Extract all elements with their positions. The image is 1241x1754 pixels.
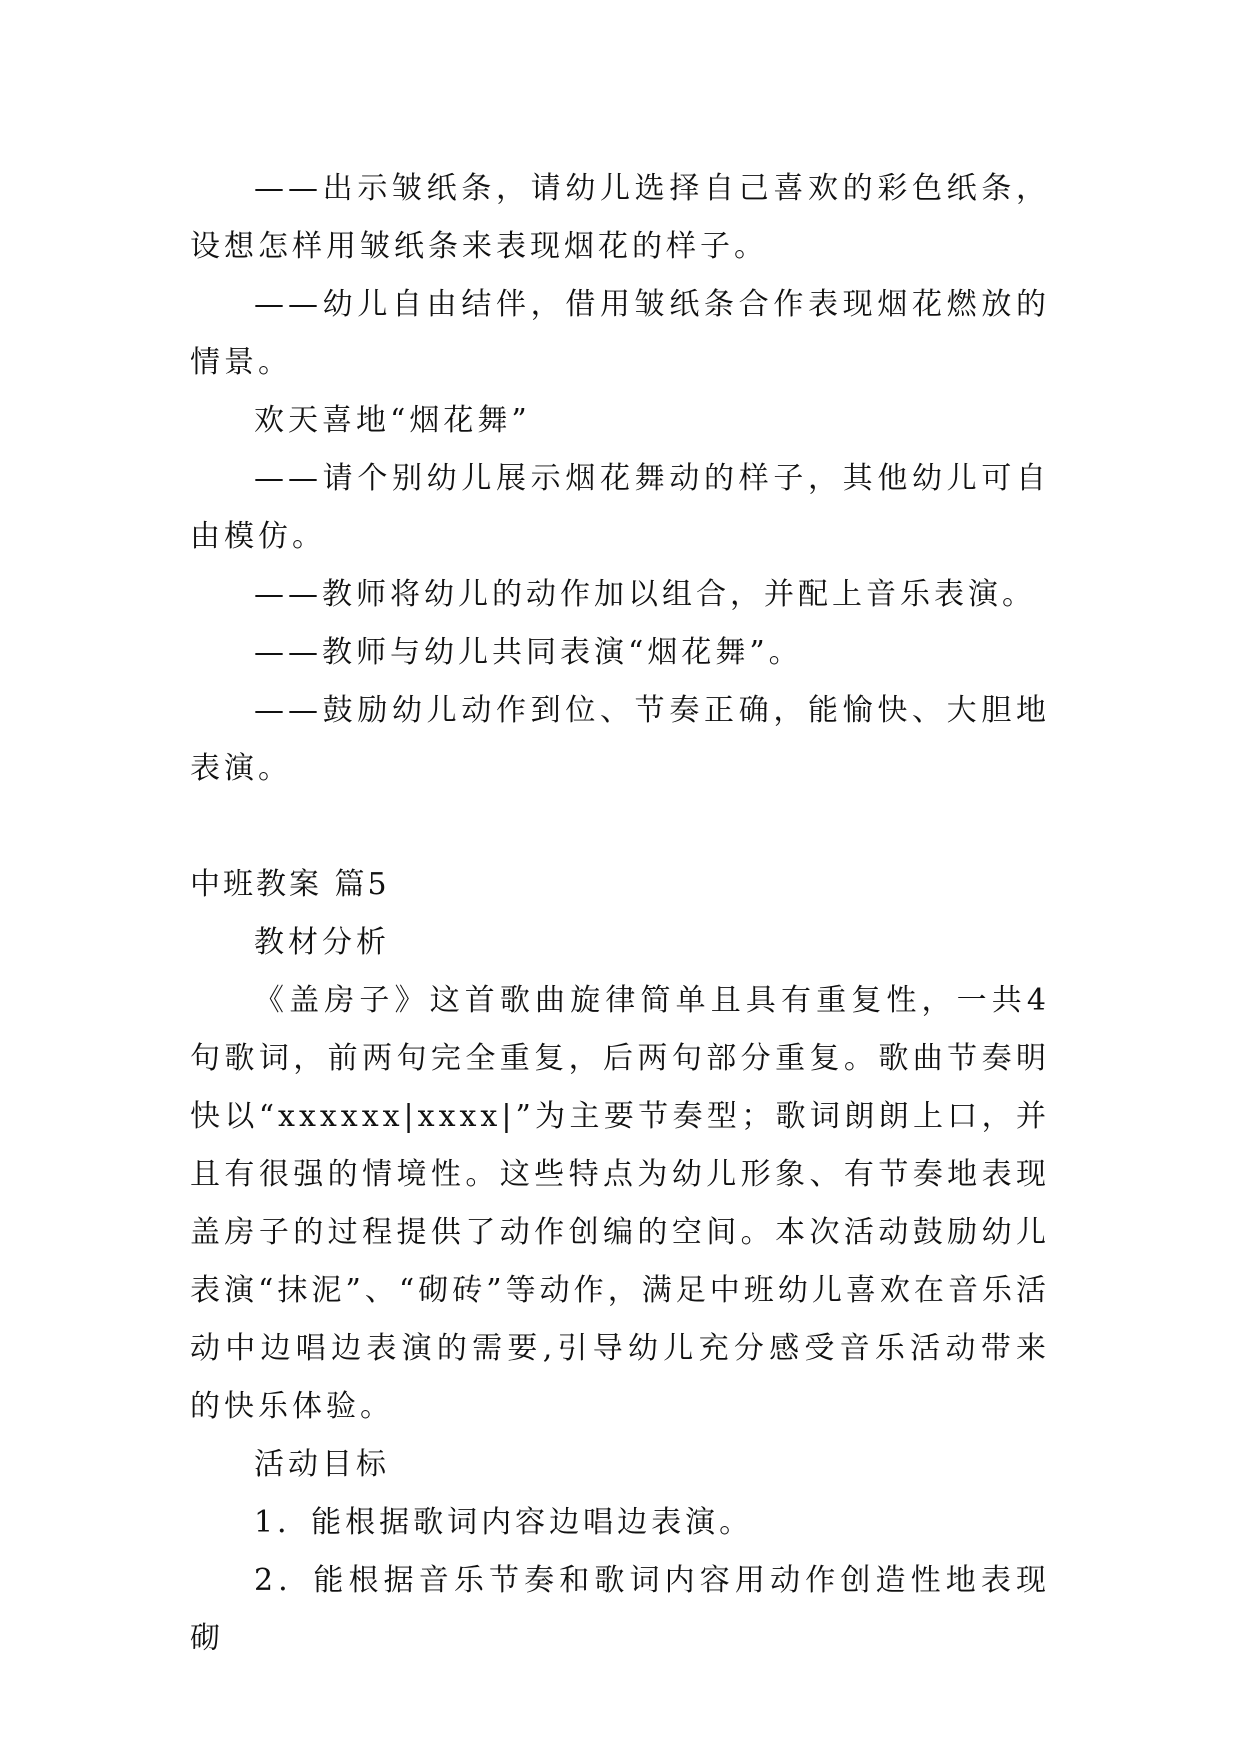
- paragraph: ——出示皱纸条，请幼儿选择自己喜欢的彩色纸条，设想怎样用皱纸条来表现烟花的样子。: [190, 171, 1050, 264]
- paragraph: ——教师将幼儿的动作加以组合，并配上音乐表演。: [254, 577, 1036, 612]
- subheading-fireworks-dance: 欢天喜地“烟花舞”: [254, 403, 531, 438]
- goal-item: 1．能根据歌词内容边唱边表演。: [254, 1505, 754, 1540]
- heading-goals: 活动目标: [254, 1447, 390, 1482]
- heading-analysis: 教材分析: [254, 925, 390, 960]
- paragraph: ——幼儿自由结伴，借用皱纸条合作表现烟花燃放的情景。: [190, 287, 1050, 380]
- paragraph: ——鼓励幼儿动作到位、节奏正确，能愉快、大胆地表演。: [190, 693, 1050, 786]
- section-title: 中班教案 篇5: [190, 867, 390, 902]
- paragraph: ——请个别幼儿展示烟花舞动的样子，其他幼儿可自由模仿。: [190, 461, 1050, 554]
- goal-item: 2．能根据音乐节奏和歌词内容用动作创造性地表现砌: [190, 1563, 1050, 1656]
- paragraph: ——教师与幼儿共同表演“烟花舞”。: [254, 635, 803, 670]
- document-body: [190, 160, 1050, 1668]
- analysis-paragraph: 《盖房子》这首歌曲旋律简单且具有重复性，一共4句歌词，前两句完全重复，后两句部分重复。歌曲节奏明快以“xxxxxx|xxxx|”为主要节奏型；歌词朗朗上口，并且有很强的情境性。这些特点为幼儿形象、有节奏地表现盖房子的过程提供了动作创编的空间。本次活动鼓励幼儿表演“抹泥”、“砌砖”等动作，满足中班幼儿喜欢在音乐活动中边唱边表演的需要,引导幼儿充分感受音乐活动带来的快乐体验。: [190, 983, 1050, 1424]
